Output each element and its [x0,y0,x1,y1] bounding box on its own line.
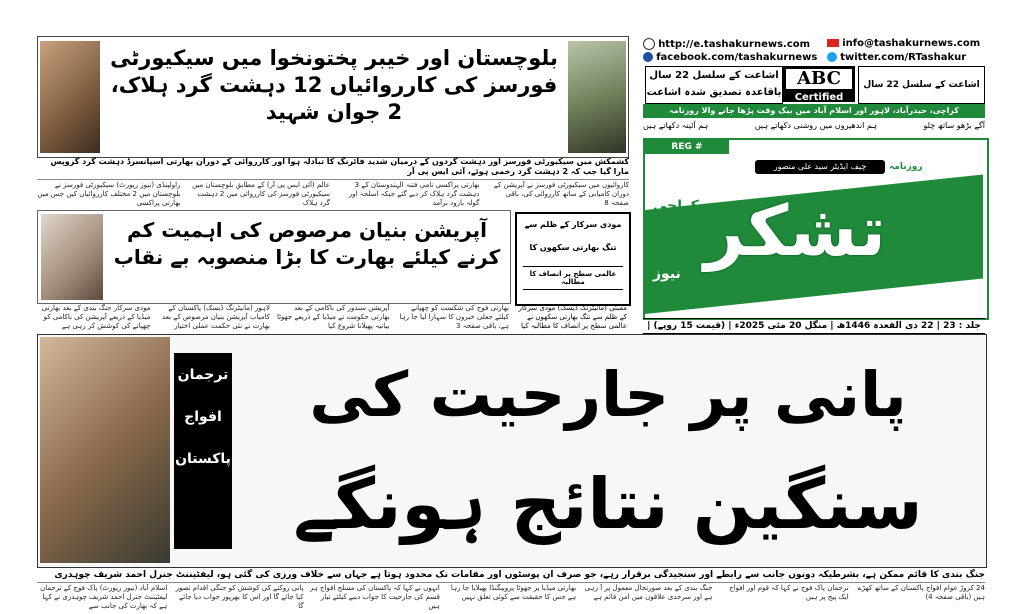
email-link[interactable]: info@tashakurnews.com [827,38,980,49]
dateline: جلد : 23 | 22 ذی القعدہ 1446ھ | منگل 20 مئی 2025ء | (قیمت 15 روپے) | [643,318,985,334]
top-headline: بلوچستان اور خیبر پختونخوا میں سیکیورٹی فورسز کی کارروائیاں 12 دہشت گرد ہلاک، 2 جوان شہید [110,46,558,124]
news-label: نیوز [653,266,681,282]
top-story-lead: کشمکش میں سیکیورٹی فورسز اور دہشت گردوں کے درمیان شدید فائرنگ کا تبادلہ ہوا اور کارروائی کے دوران بھارتی اسپانسرڈ دہشت گرد گروپس مارا گیا جب کہ 2 دہشت گرد زخمی ہوئے، آئی ایس پی آر [37,157,629,180]
top-story-col: عالم (آئی ایس پی آر) کے مطابق بلوچستان میں سیکیورٹی فورسز کی کارروائی میں 2 دہشت گرد ہلاک [192,181,330,207]
facebook-link[interactable]: facebook.com/tashakurnews [643,52,817,63]
reg-number: REG # 12(2411)/22 [645,140,729,154]
mail-icon [827,39,839,47]
main-story-col: ترجمان پاک فوج نے کہا کہ قوم اور افواج ایک پیج پر ہیں [729,584,849,601]
abc-badge: ABC Certified [783,66,855,102]
second-story-col: مودی سرکار جنگ بندی کے بعد بھارتی میڈیا کے ذریعے آپریشن کی ناکامی کو چھپانے کی کوشش کر رہی ہے [41,304,151,330]
tagline-left: ہم آئینہ دکھاتے ہیں [643,121,709,130]
main-headline-line2: سنگین نتائج ہونگے [293,463,923,545]
city-label: کراچی [653,198,699,214]
spokesperson-label: ترجمان افواج پاکستان [174,353,232,549]
tagline-row [643,121,985,135]
cities-band: کراچی، حیدرآباد، لاہور اور اسلام آباد میں بیک وقت پڑھا جانے والا روزنامہ [643,104,985,118]
top-story [37,36,629,158]
soldier-photo-left [40,41,100,153]
twitter-icon [827,52,837,62]
publish-line: اشاعت کے سلسل 22 سال باقاعدہ تصدیق شدہ اشاعت [645,66,783,104]
sidebar-line2: تنگ بھارتی سکھوں کا [529,243,617,252]
daily-label: روزنامہ [889,162,923,172]
main-story-col: بھارتی میڈیا پر جھوٹا پروپیگنڈا پھیلایا جا رہا ہے جس کا حقیقت سے کوئی تعلق نہیں [450,584,577,601]
sidebar-body: ممبئی (مانیٹرنگ ڈیسک) مودی سرکار کے ظلم سے تنگ بھارتی سکھوں نے عالمی سطح پر انصاف کا مطالبہ کیا [518,304,627,330]
second-story [37,210,511,304]
main-story-col: اسلام آباد (نیوز رپورٹ) پاک فوج کے ترجمان لیفٹیننٹ جنرل احمد شریف چوہدری نے کہا ہے کہ بھارت کی جانب سے [40,584,168,610]
newspaper-name: تشکر [704,190,886,272]
main-story [37,334,987,568]
second-story-columns [37,304,509,330]
sidebar-line3: عالمی سطح پر انصاف کا مطالبہ [523,266,623,290]
main-story-col: انہوں نے کہا کہ پاکستان کی مسلح افواج ہر قسم کی جارحیت کا جواب دینے کیلئے تیار ہیں [309,584,440,610]
spokesperson-photo [40,337,170,563]
facebook-icon [643,52,653,62]
contact-bar [643,38,983,66]
masthead-logo-box [643,138,989,320]
main-headline-line1: پانی پر جارحیت کی [309,358,907,431]
main-story-lead: جنگ بندی کا قائم ممکن ہے، بشرطیکہ دونوں جانب سے رابطے اور سنجیدگی برقرار رہے، جو صرف ان پوسٹوں اور مقامات تک محدود ہوتا ہے جہاں سے خلاف ورزی کی گئی ہو، لیفٹیننٹ جنرل احمد شریف چوہدری [37,568,985,583]
second-story-col: بھارتی فوج کی شکست کو چھپانے کیلئے جعلی خبروں کا سہارا لیا جا رہا ہے، باقی صفحہ 3 [399,304,509,330]
main-story-columns [37,584,985,612]
top-story-col: بھارتی پراکسی نامی فتنہ الہندوستان کے 3 دہشت گرد ہلاک کر دیے گئے جبکہ اسلحہ اور گولہ بارود برآمد [348,181,480,207]
second-story-col: لاہور (مانیٹرنگ ڈیسک) پاکستان کے کامیاب آپریشن بنیان مرصوص کے بعد بھارت نے نئی حکمت عملی اختیار [162,304,270,330]
top-story-col: کاروائیوں میں سیکیورٹی فورسز نے آپریشن کے دوران کامیابی کے ساتھ کارروائی کی، باقی صفحہ 8 [493,181,629,207]
twitter-link[interactable]: twitter.com/RTashakur [827,52,966,63]
chief-editor: چیف ایڈیٹر سید علی منصور [755,160,885,174]
anniversary-badge: اشاعت کے سلسل 22 سال [858,66,985,104]
tagline-right: آگے بڑھو ساتھ چلو [923,121,985,130]
modi-photo [41,214,103,300]
second-headline: آپریشن بنیان مرصوص کی اہمیت کم کرنے کیلئے بھارت کا بڑا منصوبہ بے نقاب [113,218,501,269]
main-story-col: 24 کروڑ عوام افواج پاکستان کے ساتھ کھڑے ہیں (باقی صفحہ 4) [857,584,985,601]
globe-icon [643,38,655,50]
main-story-col: پانی روکنے کی کوشش کو جنگی اقدام تصور کیا جائے گا اور اس کا بھرپور جواب دیا جائے گا [175,584,304,610]
sidebar-line1: مودی سرکار کے ظلم سے [524,220,622,229]
tagline-mid: ہم اندھیروں میں روشنی دکھاتے ہیں [754,121,877,130]
sidebar-box [515,212,631,306]
web-link[interactable]: http://e.tashakurnews.com [643,38,810,50]
main-story-col: جنگ بندی کے بعد صورتحال معمول پر آ رہی ہے اور سرحدی علاقوں میں امن قائم ہے [584,584,713,601]
top-story-col: راولپنڈی (نیوز رپورٹ) سیکیورٹی فورسز نے بلوچستان میں 2 مختلف کارروائیاں کیں جس میں بھارتی پراکسی [37,181,181,207]
top-story-columns [37,181,629,209]
second-story-col: آپریشن سندور کی ناکامی کے بعد بھارتی حکومت نے میڈیا کے ذریعے جھوٹا بیانیہ پھیلانا شروع کیا [276,304,390,330]
soldier-photo-right [568,41,626,153]
